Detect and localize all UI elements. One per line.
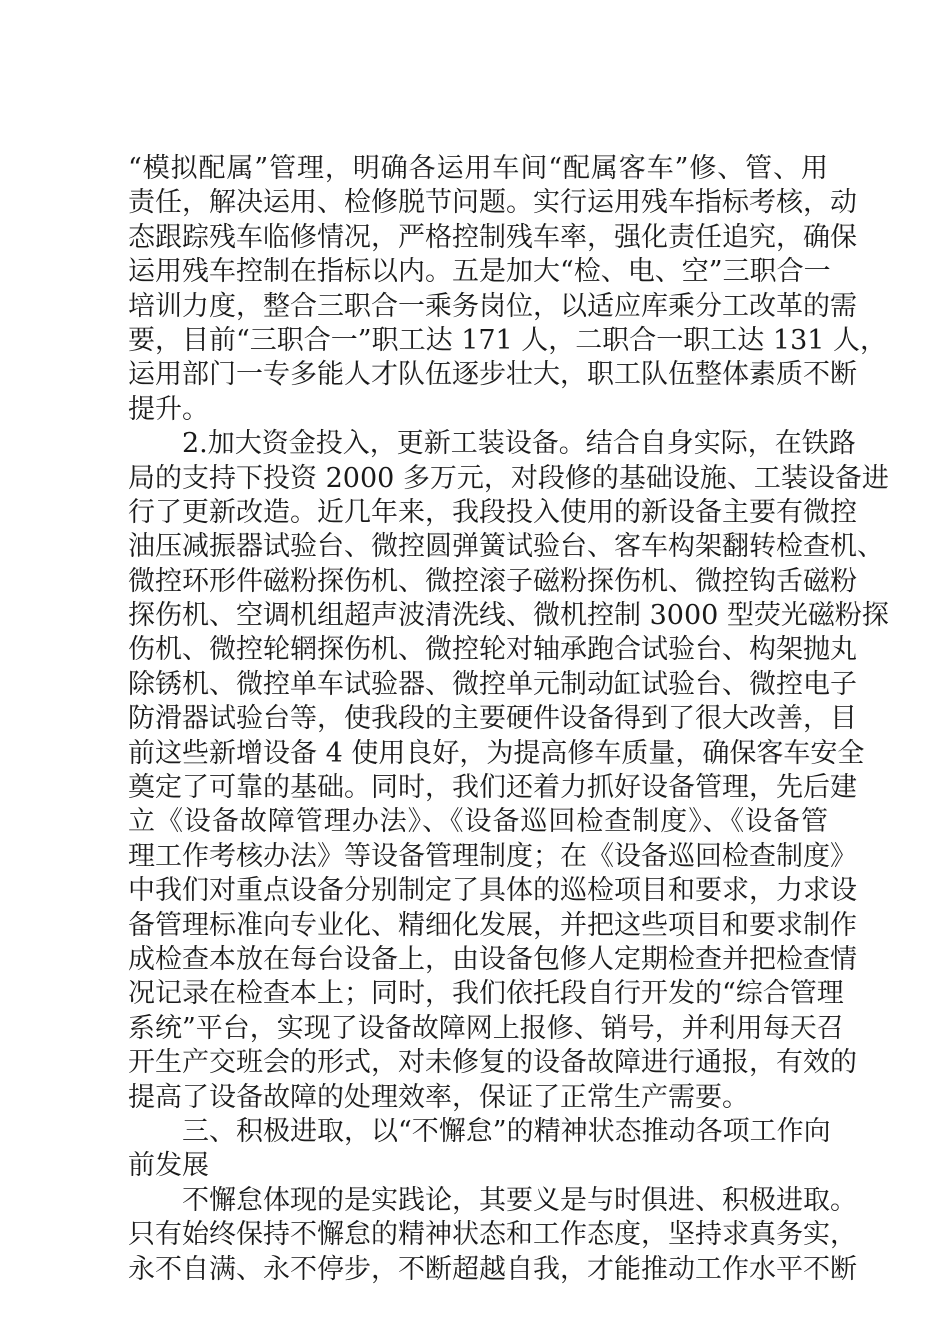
text-line: 理工作考核办法》等设备管理制度；在《设备巡回检查制度》 (128, 840, 857, 872)
text-line: 中我们对重点设备分别制定了具体的巡检项目和要求，力求设 (128, 875, 857, 907)
text-line: 前这些新增设备 4 使用良好，为提高修车质量，确保客车安全 (128, 737, 865, 769)
text-line: 立《设备故障管理办法》、《设备巡回检查制度》、《设备管 (128, 806, 828, 838)
body-text (128, 152, 889, 1287)
text-line: 防滑器试验台等，使我段的主要硬件设备得到了很大改善，目 (128, 703, 857, 735)
text-line: 责任，解决运用、检修脱节问题。实行运用残车指标考核，动 (128, 187, 857, 219)
text-line: 永不自满、永不停步，不断超越自我，才能推动工作水平不断 (128, 1253, 857, 1285)
text-line: 提高了设备故障的处理效率，保证了正常生产需要。 (128, 1081, 749, 1113)
text-line: 运用部门一专多能人才队伍逐步壮大，职工队伍整体素质不断 (128, 359, 857, 391)
text-line: 2.加大资金投入，更新工装设备。结合自身实际，在铁路 (182, 428, 856, 460)
text-line: 要，目前“三职合一”职工达 171 人，二职合一职工达 131 人， (128, 324, 888, 356)
text-line: 伤机、微控轮辋探伤机、微控轮对轴承跑合试验台、构架抛丸 (128, 634, 857, 666)
text-line: 油压减振器试验台、微控圆弹簧试验台、客车构架翻转检查机、 (128, 531, 884, 563)
text-line: 成检查本放在每台设备上，由设备包修人定期检查并把检查情 (128, 943, 857, 975)
text-line: 微控环形件磁粉探伤机、微控滚子磁粉探伤机、微控钩舌磁粉 (128, 565, 857, 597)
text-line: 备管理标准向专业化、精细化发展，并把这些项目和要求制作 (128, 909, 857, 941)
text-line: 提升。 (128, 393, 209, 425)
text-line: 培训力度，整合三职合一乘务岗位，以适应库乘分工改革的需 (128, 290, 857, 322)
document-page (128, 152, 889, 1287)
text-line: 只有始终保持不懈怠的精神状态和工作态度，坚持求真务实， (128, 1219, 857, 1251)
text-line: 局的支持下投资 2000 多万元，对段修的基础设施、工装设备进 (128, 462, 889, 494)
text-line: 前发展 (128, 1150, 209, 1182)
text-line: 不懈怠体现的是实践论，其要义是与时俱进、积极进取。 (182, 1184, 857, 1216)
text-line: 态跟踪残车临修情况，严格控制残车率，强化责任追究，确保 (128, 221, 857, 253)
text-line: 除锈机、微控单车试验器、微控单元制动缸试验台、微控电子 (128, 668, 857, 700)
text-line: “模拟配属”管理，明确各运用车间“配属客车”修、管、用 (128, 153, 828, 184)
text-line: 奠定了可靠的基础。同时，我们还着力抓好设备管理，先后建 (128, 772, 857, 804)
text-line: 况记录在检查本上；同时，我们依托段自行开发的“综合管理 (128, 978, 844, 1010)
text-line: 行了更新改造。近几年来，我段投入使用的新设备主要有微控 (128, 496, 857, 528)
text-line: 三、积极进取，以“不懈怠”的精神状态推动各项工作向 (182, 1115, 831, 1147)
text-line: 开生产交班会的形式，对未修复的设备故障进行通报，有效的 (128, 1047, 857, 1079)
text-line: 系统”平台，实现了设备故障网上报修、销号，并利用每天召 (128, 1012, 844, 1044)
text-line: 运用残车控制在指标以内。五是加大“检、电、空”三职合一 (128, 256, 831, 288)
text-line: 探伤机、空调机组超声波清洗线、微机控制 3000 型荧光磁粉探 (128, 600, 889, 632)
